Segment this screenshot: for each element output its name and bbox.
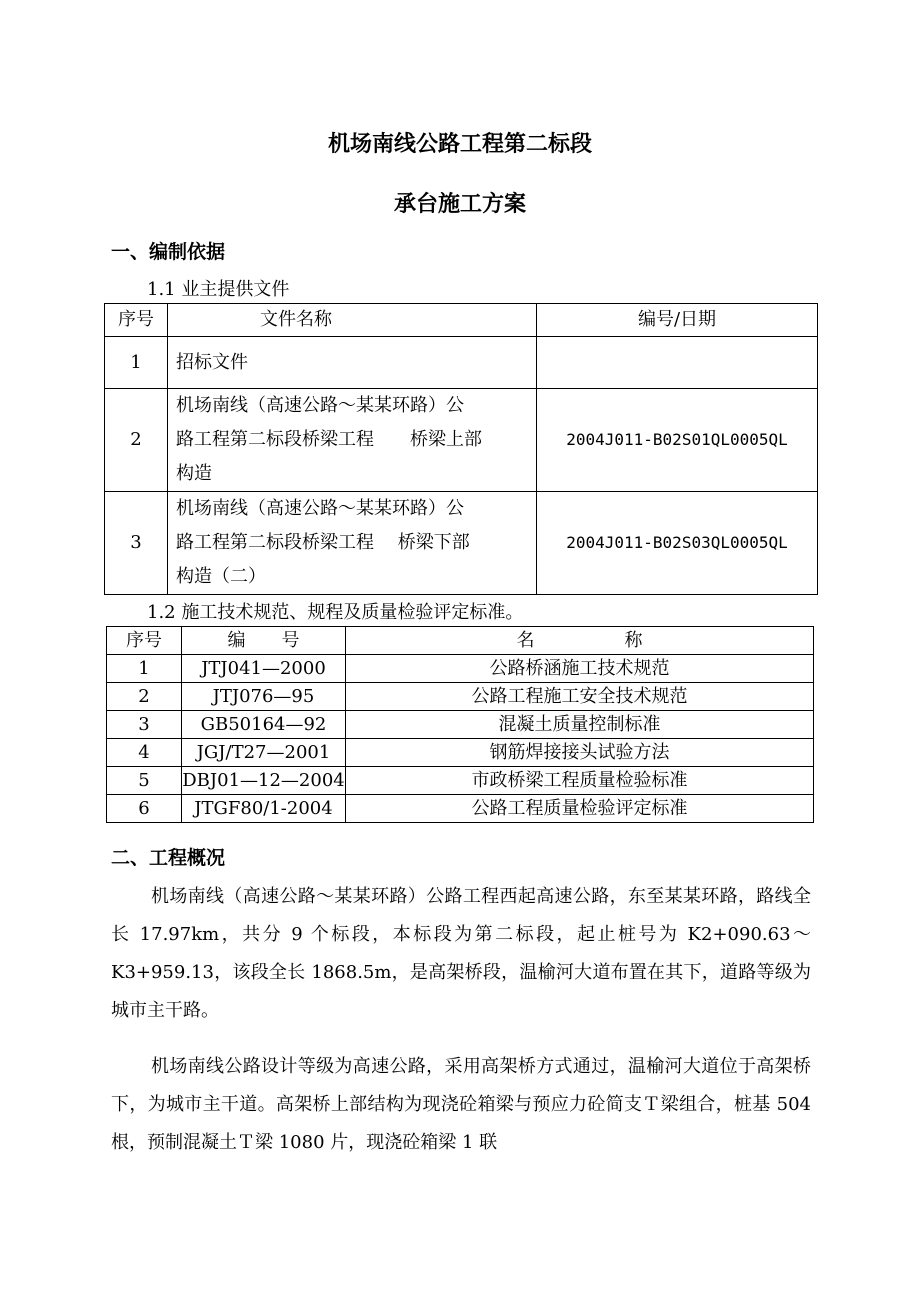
table-row	[105, 337, 818, 389]
document-name-line: 机场南线（高速公路～某某环路）公	[176, 498, 464, 519]
standard-code: GB50164—92	[182, 711, 346, 739]
table-row	[107, 655, 814, 683]
table-header-row	[107, 627, 814, 655]
overview-paragraph: 机场南线（高速公路～某某环路）公路工程西起高速公路，东至某某环路，路线全长 17.97km，共分 9 个标段，本标段为第二标段，起止桩号为 K2+090.63～K3+959.13，该段全长 1868.5m，是高架桥段，温榆河大道布置在其下，道路等级为城市主干路。	[111, 886, 811, 1021]
column-header: 序号	[105, 304, 168, 337]
standard-code: JTJ076—95	[182, 683, 346, 711]
document-code	[537, 337, 818, 389]
table-row	[107, 795, 814, 823]
standard-code: JTGF80/1-2004	[182, 795, 346, 823]
standard-code: DBJ01—12—2004	[182, 767, 346, 795]
standard-code: JTJ041—2000	[182, 655, 346, 683]
table-row	[107, 711, 814, 739]
document-code: 2004J011-B02S03QL0005QL	[537, 492, 818, 595]
standard-name: 混凝土质量控制标准	[346, 711, 814, 739]
standard-code: JGJ/T27—2001	[182, 739, 346, 767]
row-number: 1	[107, 655, 182, 683]
row-number: 4	[107, 739, 182, 767]
row-number: 2	[105, 389, 168, 492]
column-header: 序号	[107, 627, 182, 655]
section-heading-1: 一、编制依据	[111, 241, 226, 263]
subsection-heading-1-2: 1.2 施工技术规范、规程及质量检验评定标准。	[147, 602, 524, 623]
document-name-line: 构造（二）	[176, 566, 266, 587]
standard-name: 市政桥梁工程质量检验标准	[346, 767, 814, 795]
table-header-row	[105, 304, 818, 337]
section-heading-2: 二、工程概况	[111, 847, 226, 869]
row-number: 3	[105, 492, 168, 595]
table-row	[107, 767, 814, 795]
table-row	[105, 492, 818, 595]
column-header: 编 号	[182, 627, 346, 655]
document-name: 招标文件	[168, 337, 537, 389]
row-number: 2	[107, 683, 182, 711]
table-row	[107, 683, 814, 711]
document-name-line: 构造	[176, 463, 212, 484]
standard-name: 公路工程质量检验评定标准	[346, 795, 814, 823]
row-number: 6	[107, 795, 182, 823]
project-overview	[111, 878, 811, 1162]
column-header: 文件名称	[168, 304, 537, 337]
document-code: 2004J011-B02S01QL0005QL	[537, 389, 818, 492]
overview-paragraph: 机场南线公路设计等级为高速公路，采用高架桥方式通过，温榆河大道位于高架桥下，为城市主干道。高架桥上部结构为现浇砼箱梁与预应力砼简支Ｔ梁组合，桩基 504 根，预制混凝土Ｔ梁 1080 片，现浇砼箱梁 1 联	[111, 1056, 811, 1153]
column-header: 名 称	[346, 627, 814, 655]
standard-name: 公路工程施工安全技术规范	[346, 683, 814, 711]
table-row	[105, 389, 818, 492]
table-row	[107, 739, 814, 767]
document-name	[168, 389, 537, 492]
row-number: 1	[105, 337, 168, 389]
document-title: 机场南线公路工程第二标段	[327, 132, 592, 157]
standard-name: 钢筋焊接接头试验方法	[346, 739, 814, 767]
row-number: 3	[107, 711, 182, 739]
document-subtitle: 承台施工方案	[393, 192, 526, 217]
document-name-line: 路工程第二标段桥梁工程 桥梁下部	[176, 532, 470, 553]
owner-documents-table	[104, 303, 818, 595]
document-name	[168, 492, 537, 595]
standards-table	[106, 626, 814, 823]
row-number: 5	[107, 767, 182, 795]
standard-name: 公路桥涵施工技术规范	[346, 655, 814, 683]
subsection-heading-1-1: 1.1 业主提供文件	[147, 279, 290, 300]
document-name-line: 路工程第二标段桥梁工程 桥梁上部	[176, 429, 482, 450]
document-name-line: 机场南线（高速公路～某某环路）公	[176, 395, 464, 416]
column-header: 编号/日期	[537, 304, 818, 337]
